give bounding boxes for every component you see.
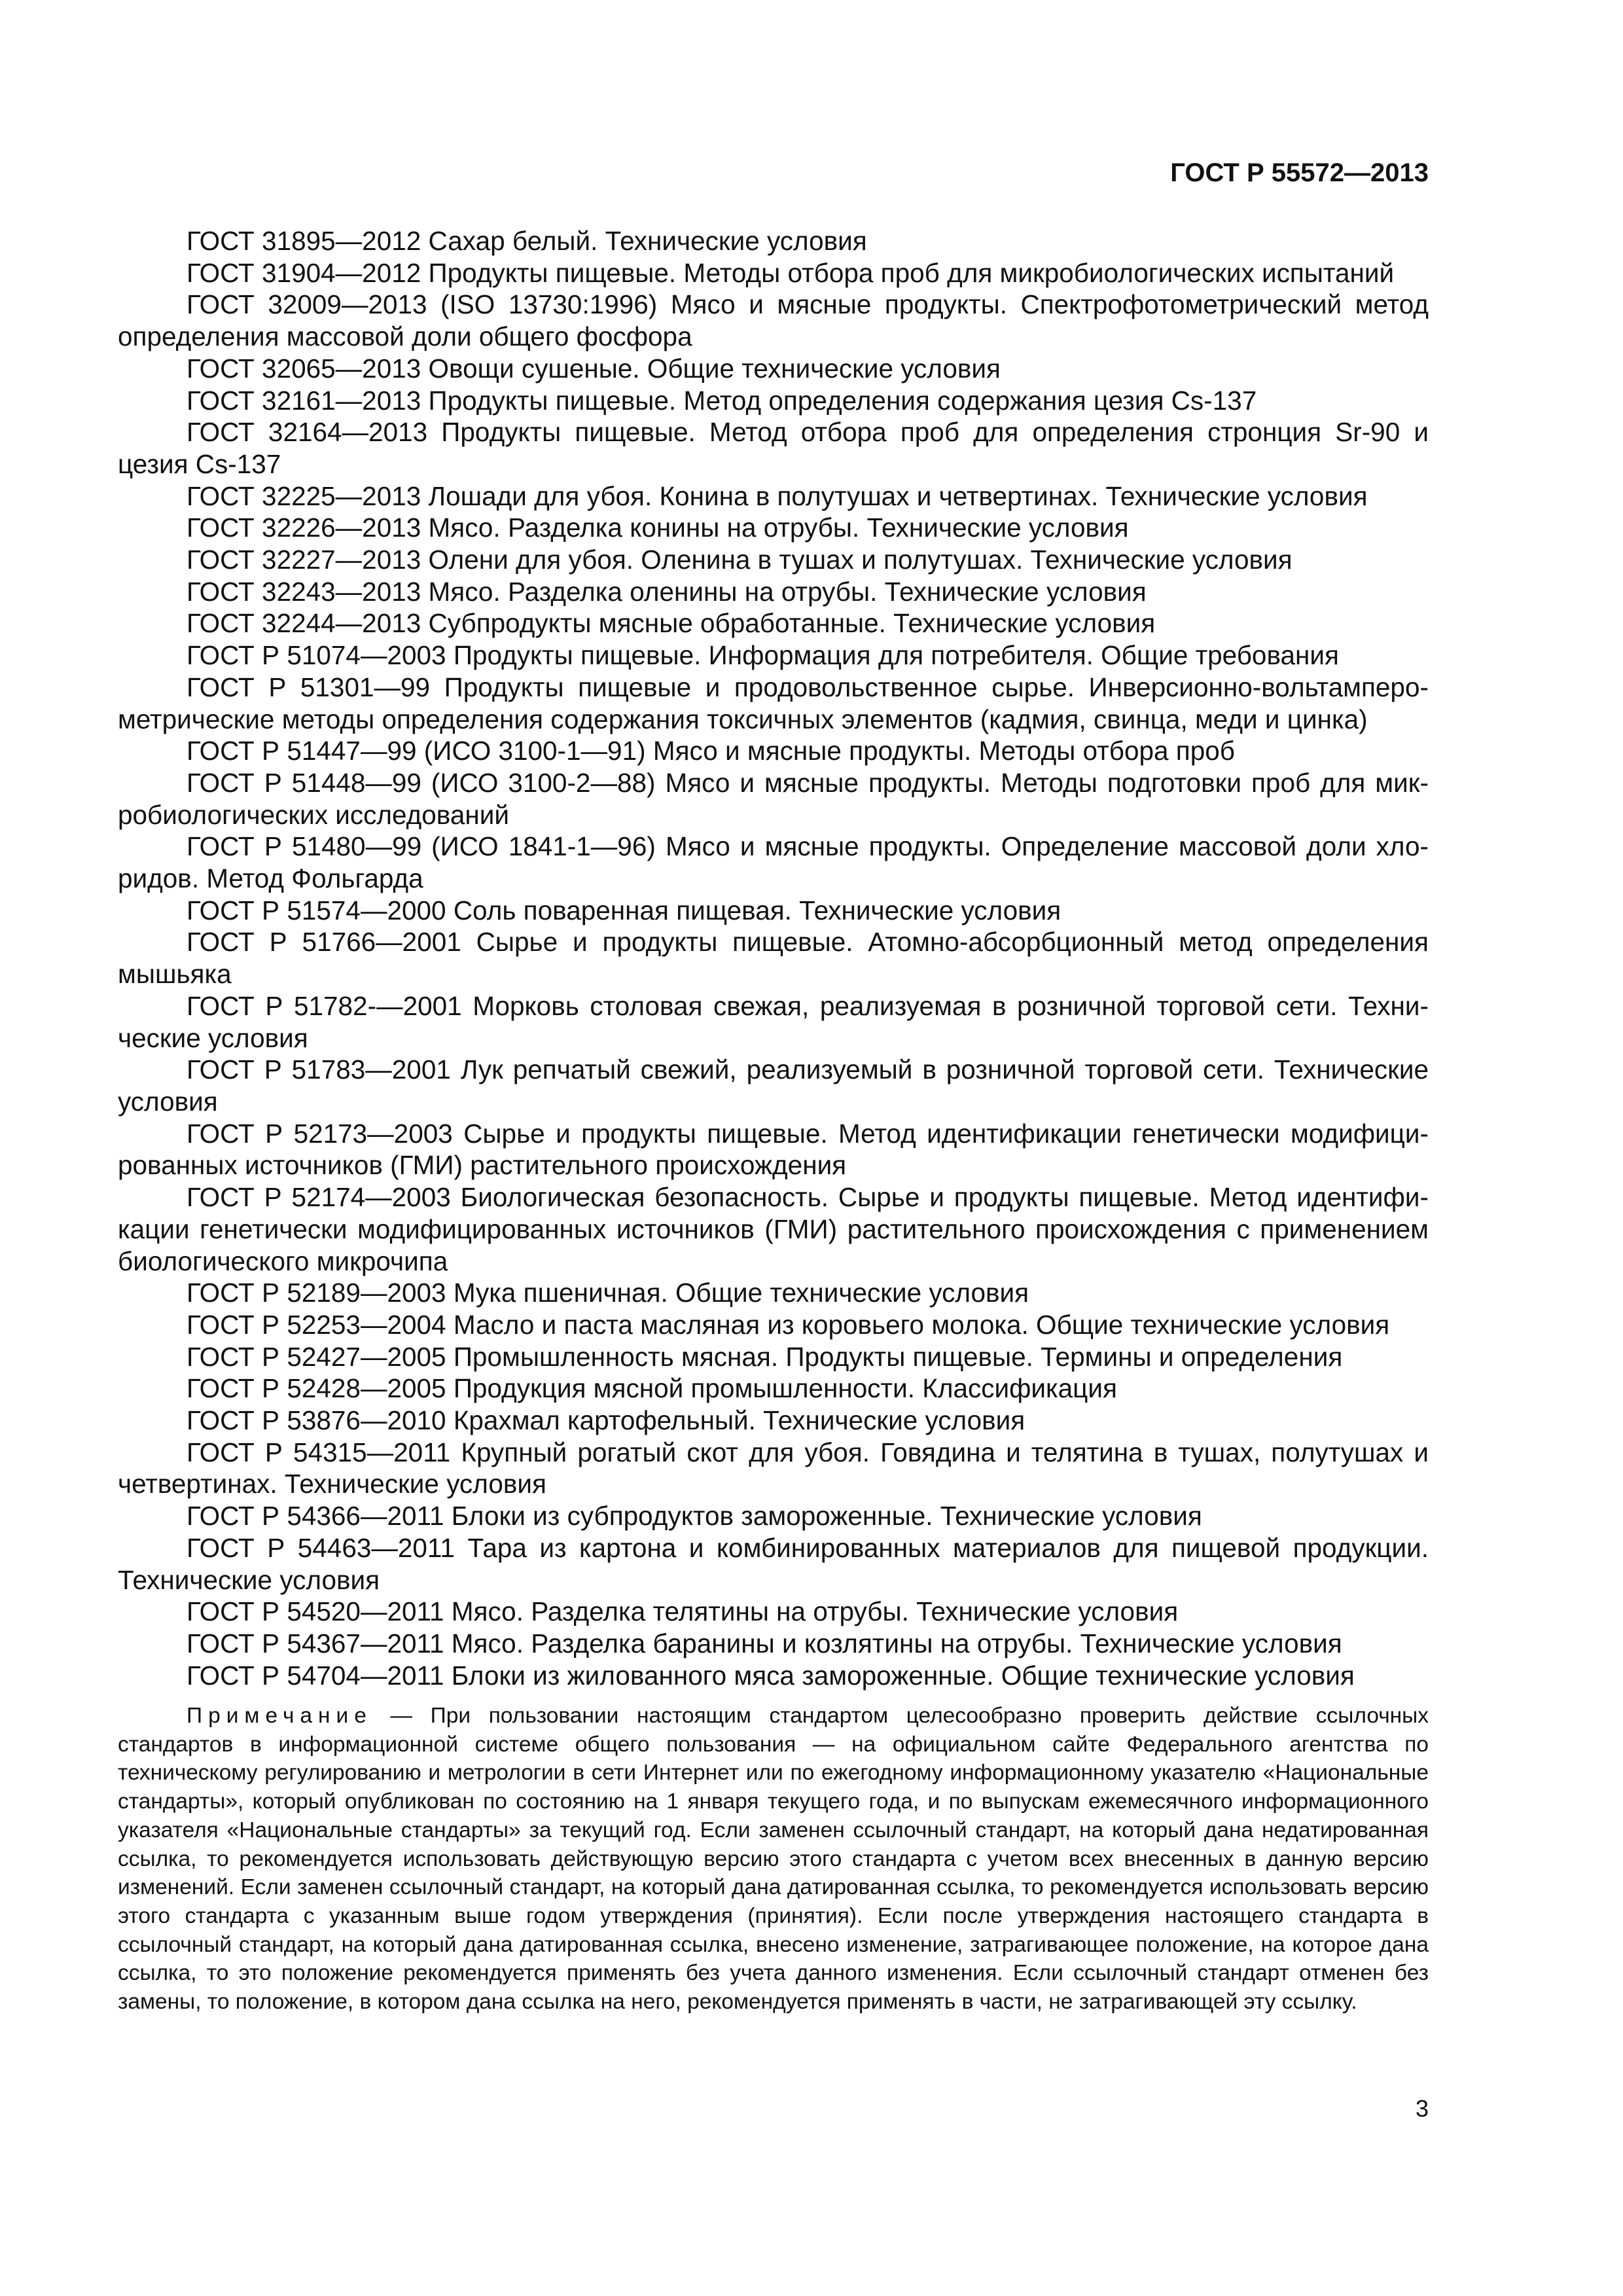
reference-title: Мясо и мясные продукты. Спектрофотометрический метод определения массовой доли общего фосфора [118, 289, 1429, 352]
reference-title: Олени для убоя. Оленина в тушах и полутушах. Технические условия [428, 545, 1293, 575]
reference-title: Мясо. Разделка баранины и козлятины на отрубы. Технические условия [451, 1628, 1342, 1659]
note-text: — При пользовании настоящим стандартом целесообразно проверить действие ссылочных стандартов в информационной системе общего пользования — на официальном сайте Федерального агентства по техническому регулированию и метрологии в сети Интернет или по ежегодному информационному указателю «Национальные стандарты», который опубликован по состоянию на 1 января текущего года, и по выпускам ежемесячного информационного указателя «Национальные стандарты» за текущий год. Если заменен ссылочный стандарт, на который дана недатированная ссылка, то рекомендуется использовать действующую версию этого стандарта с учетом всех внесенных в данную версию изменений. Если заменен ссылочный стандарт, на который дана датированная ссылка, то рекомендуется использовать версию этого стандарта с указанным выше годом утверждения (принятия). Если после утверждения настоящего стандарта в ссылочный стандарт, на который дана датированная ссылка, внесено изменение, затрагивающее положение, на которое дана ссылка, то это положение рекомендуется применять без учета данного изменения. Если ссылочный стандарт отменен без замены, то положение, в котором дана ссылка на него, рекомендуется применять в части, не затрагивающей эту ссылку. [118, 1704, 1429, 2015]
references-list [118, 225, 1429, 1691]
reference-code: ГОСТ Р 52189—2003 [187, 1278, 446, 1308]
reference-code: ГОСТ 32065—2013 [187, 353, 421, 384]
reference-item [118, 990, 1429, 1054]
reference-title: Сахар белый. Технические условия [428, 226, 867, 256]
reference-item [118, 257, 1429, 289]
reference-code: ГОСТ Р 54366—2011 [187, 1501, 444, 1532]
reference-item [118, 225, 1429, 257]
reference-title: Продукты пищевые. Информация для потребителя. Общие требования [453, 640, 1339, 671]
reference-code: ГОСТ 32161—2013 [187, 385, 421, 416]
reference-code: ГОСТ 32227—2013 [187, 545, 421, 575]
reference-item [118, 672, 1429, 735]
reference-item [118, 1341, 1429, 1373]
reference-code: ГОСТ 32243—2013 [187, 576, 421, 607]
reference-code: ГОСТ Р 54315—2011 [187, 1437, 451, 1467]
reference-code: ГОСТ 32009—2013 (ISO 13730:1996) [187, 289, 658, 320]
reference-title: Мясо. Разделка оленины на отрубы. Технические условия [428, 576, 1147, 607]
reference-item [118, 289, 1429, 352]
reference-item [118, 385, 1429, 417]
reference-item [118, 831, 1429, 894]
reference-item [118, 576, 1429, 608]
reference-code: ГОСТ Р 52427—2005 [187, 1341, 446, 1372]
reference-code: ГОСТ 31895—2012 [187, 226, 421, 256]
reference-code: ГОСТ Р 54367—2011 [187, 1628, 444, 1659]
page-number: 3 [1415, 2095, 1429, 2122]
reference-code: ГОСТ Р 51448—99 (ИСО 3100-2—88) [187, 767, 656, 798]
reference-code: ГОСТ Р 54463—2011 [187, 1532, 455, 1563]
reference-code: ГОСТ 32244—2013 [187, 608, 421, 639]
reference-item [118, 512, 1429, 544]
reference-code: ГОСТ Р 51480—99 (ИСО 1841-1—96) [187, 831, 656, 862]
reference-item [118, 1437, 1429, 1500]
reference-item [118, 1277, 1429, 1309]
reference-item [118, 1628, 1429, 1660]
reference-code: ГОСТ 32225—2013 [187, 480, 421, 511]
reference-title: Блоки из субпродуктов замороженные. Технические условия [451, 1501, 1202, 1532]
reference-title: Мясо и мясные продукты. Методы отбора проб [652, 736, 1235, 766]
reference-code: ГОСТ Р 51766—2001 [187, 927, 461, 958]
reference-code: ГОСТ Р 53876—2010 [187, 1405, 446, 1436]
reference-item [118, 1372, 1429, 1405]
reference-title: Масло и паста масляная из коровьего молока. Общие технические условия [453, 1309, 1390, 1340]
reference-code: ГОСТ Р 52174—2003 [187, 1182, 451, 1213]
reference-code: ГОСТ Р 51782-—2001 [187, 990, 462, 1021]
reference-item [118, 926, 1429, 990]
reference-item [118, 1181, 1429, 1277]
reference-item [118, 353, 1429, 385]
reference-item [118, 480, 1429, 512]
reference-item [118, 544, 1429, 576]
reference-title: Продукты пищевые. Методы отбора проб для микробиологических испытаний [428, 257, 1395, 288]
reference-title: Соль поваренная пищевая. Технические условия [453, 895, 1061, 925]
reference-title: Блоки из жилованного мяса замороженные. Общие технические условия [451, 1660, 1355, 1691]
reference-title: Мясо. Разделка конины на отрубы. Технические условия [428, 512, 1129, 543]
reference-title: Мясо и мясные продукты. Определение массовой доли хлоридов. Метод Фольгарда [118, 831, 1429, 894]
reference-item [118, 1532, 1429, 1596]
reference-code: ГОСТ 32226—2013 [187, 512, 421, 543]
reference-title: Крупный рогатый скот для убоя. Говядина и телятина в тушах, полутушах и четвертинах. Технические условия [118, 1437, 1429, 1499]
reference-item [118, 1054, 1429, 1117]
reference-title: Продукты пищевые. Метод определения содержания цезия Cs-137 [428, 385, 1257, 416]
reference-code: ГОСТ Р 51783—2001 [187, 1054, 451, 1085]
reference-item [118, 767, 1429, 831]
document-header: ГОСТ Р 55572—2013 [1170, 158, 1429, 187]
reference-title: Овощи сушеные. Общие технические условия [428, 353, 1001, 384]
reference-code: ГОСТ Р 52173—2003 [187, 1118, 453, 1149]
reference-title: Сырье и продукты пищевые. Метод идентификации генетически модифицированных источников (ГМИ) растительного происхождения [118, 1118, 1429, 1181]
reference-code: ГОСТ Р 51301—99 [187, 672, 431, 702]
reference-title: Сырье и продукты пищевые. Атомно-абсорбционный метод определения мышьяка [118, 927, 1429, 990]
reference-title: Мука пшеничная. Общие технические условия [453, 1278, 1029, 1308]
reference-title: Биологическая безопасность. Сырье и продукты пищевые. Метод идентификации генетически модифицированных источников (ГМИ) растительного происхождения с применением биологического микрочипа [118, 1182, 1429, 1276]
reference-code: ГОСТ Р 51447—99 (ИСО 3100-1—91) [187, 736, 646, 766]
reference-item [118, 1660, 1429, 1692]
reference-item [118, 1596, 1429, 1628]
reference-title: Мясо. Разделка телятины на отрубы. Технические условия [451, 1596, 1179, 1627]
reference-code: ГОСТ Р 54520—2011 [187, 1596, 444, 1627]
reference-title: Крахмал картофельный. Технические условия [453, 1405, 1026, 1436]
reference-item [118, 1500, 1429, 1532]
reference-title: Продукты пищевые и продовольственное сырье. Инверсионно-вольтамперометрические методы определения содержания токсичных элементов (кадмия, свинца, меди и цинка) [118, 672, 1429, 734]
reference-item [118, 1309, 1429, 1341]
reference-item [118, 416, 1429, 480]
reference-item [118, 607, 1429, 639]
note-label: Примечание [187, 1704, 372, 1728]
reference-title: Лук репчатый свежий, реализуемый в розничной торговой сети. Технические условия [118, 1054, 1429, 1117]
reference-item [118, 895, 1429, 927]
reference-title: Мясо и мясные продукты. Методы подготовки проб для микробиологических исследований [118, 767, 1429, 830]
reference-title: Морковь столовая свежая, реализуемая в розничной торговой сети. Технические условия [118, 990, 1429, 1053]
reference-code: ГОСТ Р 51574—2000 [187, 895, 446, 925]
reference-title: Продукты пищевые. Метод отбора проб для определения стронция Sr-90 и цезия Cs-137 [118, 417, 1429, 479]
reference-title: Промышленность мясная. Продукты пищевые. Термины и определения [453, 1341, 1343, 1372]
reference-title: Продукция мясной промышленности. Классификация [453, 1373, 1117, 1404]
reference-code: ГОСТ Р 52253—2004 [187, 1309, 446, 1340]
note-paragraph [118, 1702, 1429, 2017]
reference-code: ГОСТ Р 51074—2003 [187, 640, 446, 671]
reference-code: ГОСТ Р 54704—2011 [187, 1660, 444, 1691]
reference-code: ГОСТ 32164—2013 [187, 417, 428, 448]
reference-title: Лошади для убоя. Конина в полутушах и четвертинах. Технические условия [428, 480, 1368, 511]
reference-title: Субпродукты мясные обработанные. Технические условия [428, 608, 1156, 639]
reference-item [118, 1118, 1429, 1181]
reference-item [118, 1405, 1429, 1437]
reference-title: Тара из картона и комбинированных материалов для пищевой продукции. Технические условия [118, 1532, 1429, 1595]
reference-code: ГОСТ Р 52428—2005 [187, 1373, 446, 1404]
reference-code: ГОСТ 31904—2012 [187, 257, 421, 288]
reference-item [118, 639, 1429, 672]
reference-item [118, 735, 1429, 767]
